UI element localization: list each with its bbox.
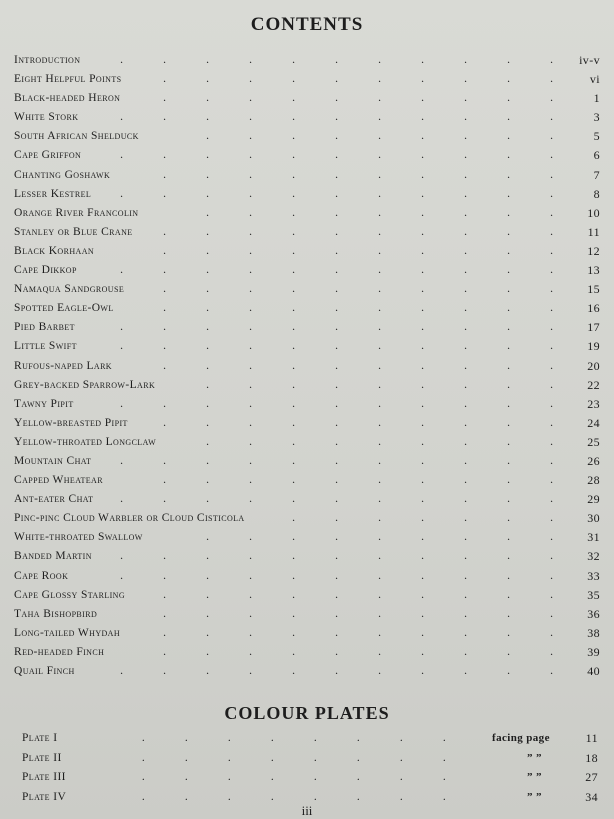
entry-page-number: 31 bbox=[587, 530, 600, 545]
entry-page-number: 30 bbox=[587, 511, 600, 526]
entry-page-number: 39 bbox=[587, 644, 600, 659]
contents-entry bbox=[14, 146, 600, 165]
entry-title: Orange River Francolin bbox=[14, 206, 139, 219]
entry-title: Quail Finch bbox=[14, 665, 75, 677]
entry-page-number: 23 bbox=[587, 396, 600, 411]
entry-title: Mountain Chat bbox=[14, 454, 92, 467]
entry-title: Ant-eater Chat bbox=[14, 493, 94, 506]
entry-page-number: 35 bbox=[587, 587, 600, 602]
dot-leader: . . . . . . . . bbox=[141, 771, 447, 783]
contents-entry bbox=[14, 166, 600, 185]
plate-title: Plate IV bbox=[22, 790, 67, 803]
contents-entry bbox=[14, 567, 600, 586]
plate-entry bbox=[22, 768, 598, 788]
plate-entry bbox=[22, 749, 598, 769]
entry-title: Introduction bbox=[14, 54, 81, 66]
contents-entry bbox=[14, 395, 600, 414]
entry-page-number: 26 bbox=[587, 453, 600, 468]
dot-leader: . . . . . . . . . . . bbox=[120, 665, 553, 677]
ditto-marks: ” ” bbox=[527, 790, 542, 803]
contents-entry bbox=[14, 547, 600, 566]
dot-leader: . . . . . . . . . bbox=[206, 206, 553, 219]
contents-entry bbox=[14, 471, 600, 490]
plate-page-number: 11 bbox=[585, 731, 598, 745]
entry-page-number: 25 bbox=[587, 434, 600, 449]
entry-page-number: 29 bbox=[587, 492, 600, 507]
dot-leader: . . . . . . . . . bbox=[206, 531, 553, 544]
entry-title: Long-tailed Whydah bbox=[14, 626, 121, 639]
dot-leader: . . . . . . . . . . bbox=[163, 302, 553, 315]
contents-entry bbox=[14, 509, 600, 528]
entry-page-number: 15 bbox=[587, 282, 600, 297]
entry-page-number: 13 bbox=[587, 263, 600, 278]
plate-entry bbox=[22, 729, 598, 749]
contents-entry bbox=[14, 624, 600, 643]
entry-page-number: 32 bbox=[587, 549, 600, 564]
dot-leader: . . . . . . . . . . bbox=[163, 244, 553, 257]
entry-title: Yellow-breasted Pipit bbox=[14, 416, 128, 429]
contents-entry bbox=[14, 204, 600, 223]
page-title: CONTENTS bbox=[250, 14, 364, 35]
entry-title: Tawny Pipit bbox=[14, 397, 74, 410]
page-number-footer: iii bbox=[301, 803, 313, 818]
contents-entry bbox=[14, 51, 600, 70]
dot-leader: . . . . . . . . . bbox=[206, 435, 553, 448]
entry-page-number: vi bbox=[589, 72, 600, 87]
contents-entry bbox=[14, 662, 600, 681]
plate-page-number: 18 bbox=[585, 750, 598, 765]
entry-title: Lesser Kestrel bbox=[14, 187, 92, 200]
contents-entry bbox=[14, 318, 600, 337]
entry-page-number: 28 bbox=[587, 473, 600, 488]
dot-leader: . . . . . . . . . bbox=[206, 130, 553, 143]
entry-page-number: 20 bbox=[587, 358, 600, 373]
entry-page-number: 5 bbox=[593, 129, 600, 144]
entry-title: Grey-backed Sparrow-Lark bbox=[14, 378, 156, 391]
entry-title: Red-headed Finch bbox=[14, 645, 105, 658]
entry-title: Chanting Goshawk bbox=[14, 168, 111, 181]
dot-leader: . . . . . . . . . . . bbox=[120, 111, 553, 124]
dot-leader: . . . . . . . . . . . bbox=[120, 569, 553, 582]
contents-entry bbox=[14, 490, 600, 509]
entry-title: Cape Griffon bbox=[14, 149, 82, 162]
entry-title: Rufous-naped Lark bbox=[14, 359, 112, 372]
dot-leader: . . . . . . . . . . bbox=[163, 92, 553, 105]
entry-page-number: 12 bbox=[587, 243, 600, 258]
colour-plates-list bbox=[22, 729, 598, 807]
contents-entry bbox=[14, 414, 600, 433]
dot-leader: . . . . . . . . . . . bbox=[120, 187, 553, 200]
contents-entry bbox=[14, 586, 600, 605]
contents-entry bbox=[14, 433, 600, 452]
contents-entry bbox=[14, 89, 600, 108]
plate-page-number: 34 bbox=[585, 789, 598, 804]
entry-title: Little Swift bbox=[14, 340, 77, 353]
entry-title: Namaqua Sandgrouse bbox=[14, 283, 125, 296]
entry-page-number: 7 bbox=[593, 167, 600, 182]
entry-title: Spotted Eagle-Owl bbox=[14, 302, 114, 315]
colour-plates-title: COLOUR PLATES bbox=[224, 703, 390, 723]
contents-entry bbox=[14, 185, 600, 204]
entry-page-number: 38 bbox=[587, 625, 600, 640]
ditto-marks: ” ” bbox=[527, 751, 542, 764]
dot-leader: . . . . . . . . . . bbox=[163, 607, 553, 620]
entry-title: Black-headed Heron bbox=[14, 92, 121, 105]
entry-title: Pied Barbet bbox=[14, 321, 75, 334]
entry-title: White Stork bbox=[14, 111, 79, 124]
ditto-marks: ” ” bbox=[527, 771, 542, 783]
dot-leader: . . . . . . . . . . bbox=[163, 474, 553, 487]
entry-title: South African Shelduck bbox=[14, 130, 139, 143]
entry-page-number: 16 bbox=[587, 301, 600, 316]
entry-title: White-throated Swallow bbox=[14, 531, 143, 544]
dot-leader: . . . . . . . . . . bbox=[163, 626, 553, 639]
contents-entry bbox=[14, 452, 600, 471]
contents-entry bbox=[14, 299, 600, 318]
dot-leader: . . . . . . . . . . . bbox=[120, 264, 553, 277]
entry-title: Black Korhaan bbox=[14, 244, 95, 257]
contents-entry bbox=[14, 242, 600, 261]
entry-title: Stanley or Blue Crane bbox=[14, 225, 133, 238]
contents-list bbox=[14, 51, 600, 681]
entry-title: Taha Bishopbird bbox=[14, 607, 98, 620]
contents-entry bbox=[14, 280, 600, 299]
dot-leader: . . . . . . . . bbox=[141, 732, 447, 744]
dot-leader: . . . . . . . . . . . bbox=[120, 321, 553, 334]
dot-leader: . . . . . . . . . . bbox=[163, 225, 553, 238]
entry-title: Cape Rook bbox=[14, 569, 69, 582]
dot-leader: . . . . . . . bbox=[292, 512, 553, 525]
dot-leader: . . . . . . . . . . bbox=[163, 359, 553, 372]
entry-page-number: 17 bbox=[587, 320, 600, 335]
entry-page-number: 10 bbox=[587, 205, 600, 220]
dot-leader: . . . . . . . . . . bbox=[163, 283, 553, 296]
entry-page-number: 1 bbox=[593, 91, 600, 106]
entry-title: Cape Dikkop bbox=[14, 264, 77, 277]
contents-entry bbox=[14, 70, 600, 89]
dot-leader: . . . . . . . . bbox=[141, 751, 447, 764]
entry-page-number: 40 bbox=[587, 664, 600, 678]
entry-page-number: 11 bbox=[587, 224, 600, 239]
contents-entry bbox=[14, 127, 600, 146]
dot-leader: . . . . . . . . . . bbox=[163, 588, 553, 601]
contents-entry bbox=[14, 605, 600, 624]
entry-page-number: iv-v bbox=[579, 53, 600, 67]
plate-title: Plate III bbox=[22, 771, 66, 783]
dot-leader: . . . . . . . . . . bbox=[163, 73, 553, 86]
contents-entry bbox=[14, 376, 600, 395]
dot-leader: . . . . . . . . . . bbox=[163, 168, 553, 181]
plate-title: Plate II bbox=[22, 751, 62, 764]
entry-title: Cape Glossy Starling bbox=[14, 588, 126, 601]
contents-entry bbox=[14, 261, 600, 280]
dot-leader: . . . . . . . . . . . bbox=[120, 550, 553, 563]
entry-page-number: 33 bbox=[587, 568, 600, 583]
entry-page-number: 24 bbox=[587, 415, 600, 430]
entry-page-number: 22 bbox=[587, 377, 600, 392]
contents-entry bbox=[14, 643, 600, 662]
contents-entry bbox=[14, 357, 600, 376]
entry-page-number: 3 bbox=[593, 110, 600, 125]
contents-entry bbox=[14, 223, 600, 242]
contents-entry bbox=[14, 337, 600, 356]
dot-leader: . . . . . . . . . . . bbox=[120, 149, 553, 162]
facing-page-label: facing page bbox=[492, 732, 550, 744]
entry-title: Eight Helpful Points bbox=[14, 73, 122, 86]
contents-entry bbox=[14, 108, 600, 127]
entry-page-number: 8 bbox=[593, 186, 600, 201]
plate-page-number: 27 bbox=[585, 770, 598, 784]
entry-title: Pinc-pinc Cloud Warbler or Cloud Cisticola bbox=[14, 512, 245, 525]
entry-page-number: 36 bbox=[587, 606, 600, 621]
entry-page-number: 6 bbox=[593, 148, 600, 163]
dot-leader: . . . . . . . . . . . bbox=[120, 454, 553, 467]
dot-leader: . . . . . . . . . . . bbox=[120, 397, 553, 410]
contents-entry bbox=[14, 528, 600, 547]
dot-leader: . . . . . . . . . bbox=[206, 378, 553, 391]
dot-leader: . . . . . . . . bbox=[141, 790, 447, 803]
entry-title: Capped Wheatear bbox=[14, 474, 103, 487]
plate-title: Plate I bbox=[22, 732, 58, 744]
dot-leader: . . . . . . . . . . . bbox=[120, 340, 553, 353]
dot-leader: . . . . . . . . . . bbox=[163, 416, 553, 429]
dot-leader: . . . . . . . . . . . bbox=[120, 493, 553, 506]
entry-page-number: 19 bbox=[587, 339, 600, 354]
entry-title: Banded Martin bbox=[14, 550, 92, 563]
entry-title: Yellow-throated Longclaw bbox=[14, 435, 157, 448]
dot-leader: . . . . . . . . . . bbox=[163, 645, 553, 658]
dot-leader: . . . . . . . . . . . bbox=[120, 54, 553, 66]
